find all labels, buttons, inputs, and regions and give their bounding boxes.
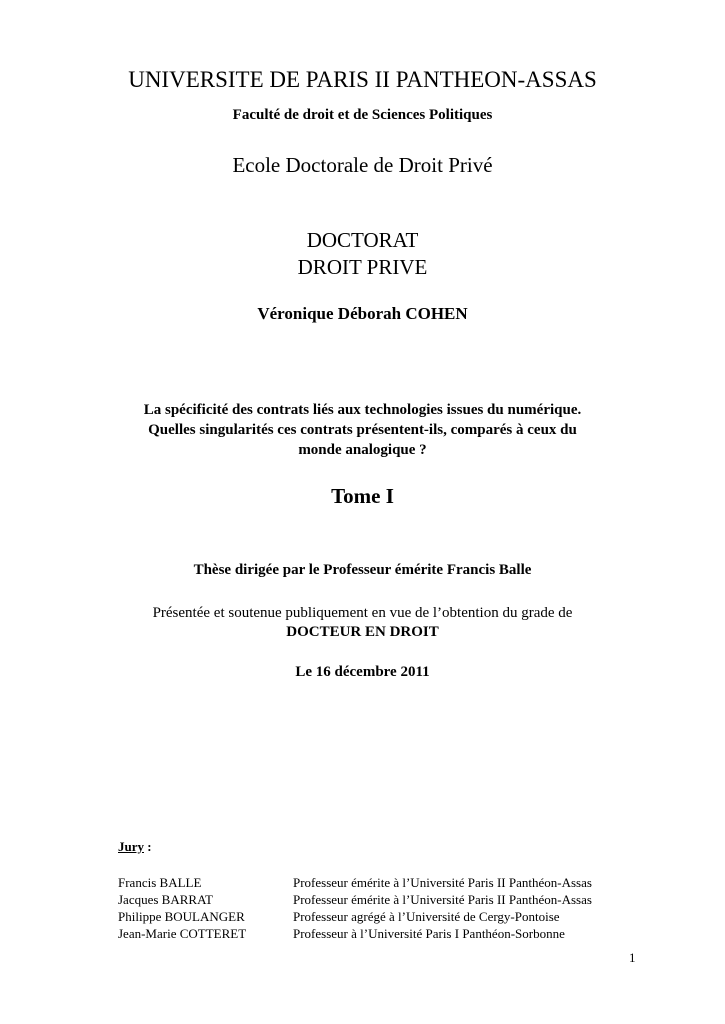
faculty-name: Faculté de droit et de Sciences Politiques: [232, 107, 493, 123]
doctoral-school: Ecole Doctorale de Droit Privé: [232, 153, 493, 177]
jury-member-name: Francis BALLE: [118, 875, 202, 890]
page-number: 1: [629, 950, 636, 965]
jury-member-name: Philippe BOULANGER: [118, 909, 245, 924]
thesis-direction: Thèse dirigée par le Professeur émérite Francis Balle: [193, 562, 532, 578]
volume-title: Tome I: [331, 484, 394, 508]
jury-label: Jury: [118, 839, 144, 854]
subject-line-2: Quelles singularités ces contrats présentent-ils, comparés à ceux du: [148, 422, 577, 438]
degree-block: [0, 227, 725, 281]
jury-member-name: Jean-Marie COTTERET: [118, 926, 247, 941]
jury-member-role: Professeur émérite à l’Université Paris II Panthéon-Assas: [293, 892, 592, 907]
jury-member-name: Jacques BARRAT: [118, 892, 213, 907]
thesis-subject: [0, 400, 725, 460]
degree-line-2: DROIT PRIVE: [297, 255, 428, 279]
university-title: UNIVERSITE DE PARIS II PANTHEON-ASSAS: [128, 67, 597, 92]
jury-member: [118, 891, 592, 908]
subject-line-3: monde analogique ?: [298, 442, 427, 458]
presentation-line: Présentée et soutenue publiquement en vue de l’obtention du grade de: [152, 605, 573, 621]
jury-member: [118, 925, 592, 942]
jury-colon: :: [144, 839, 152, 854]
degree-line-1: DOCTORAT: [306, 228, 419, 252]
author-name: Véronique Déborah COHEN: [257, 304, 468, 323]
jury-heading: [118, 839, 152, 855]
jury-list: [118, 874, 592, 942]
jury-member-role: Professeur émérite à l’Université Paris II Panthéon-Assas: [293, 875, 592, 890]
jury-member: [118, 874, 592, 891]
jury-member: [118, 908, 592, 925]
jury-member-role: Professeur agrégé à l’Université de Cergy-Pontoise: [293, 909, 560, 924]
jury-member-role: Professeur à l’Université Paris I Panthéon-Sorbonne: [293, 926, 565, 941]
subject-line-1: La spécificité des contrats liés aux technologies issues du numérique.: [143, 402, 582, 418]
degree-title: DOCTEUR EN DROIT: [286, 624, 439, 640]
presentation-block: [0, 604, 725, 642]
defense-date: Le 16 décembre 2011: [295, 664, 430, 680]
